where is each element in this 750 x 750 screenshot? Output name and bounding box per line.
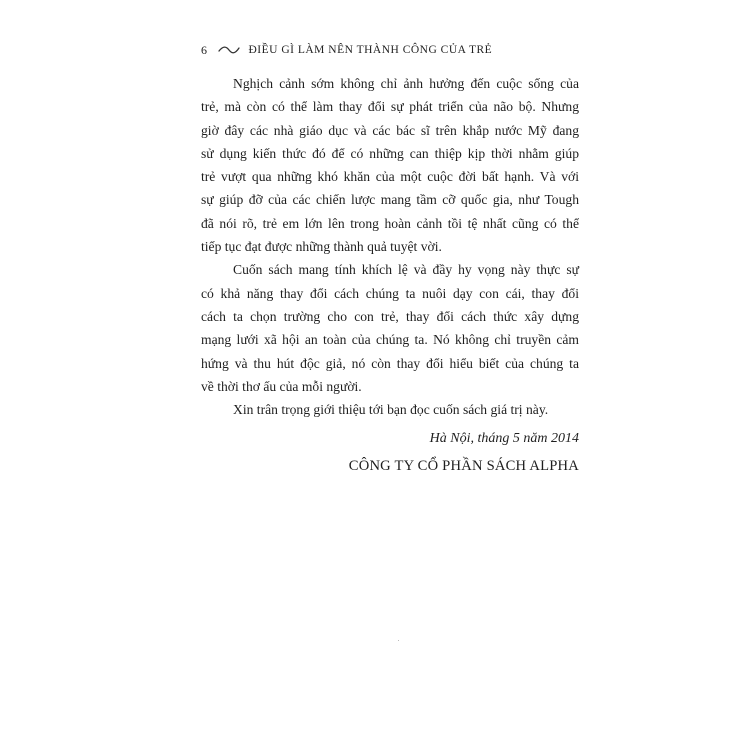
- paragraph-3: [201, 398, 579, 421]
- publisher-name: CÔNG TY CỔ PHẦN SÁCH ALPHA: [348, 457, 579, 474]
- running-title: ĐIỀU GÌ LÀM NÊN THÀNH CÔNG CỦA TRẺ: [248, 44, 493, 56]
- text-line: sự giúp đỡ của các chiến lược mang tầm cỡ quốc gia, như Tough: [201, 192, 579, 208]
- text-line: Xin trân trọng giới thiệu tới bạn đọc cuốn sách giá trị này.: [233, 402, 549, 418]
- body-text: [201, 72, 579, 478]
- text-line: về thời thơ ấu của mỗi người.: [201, 378, 362, 394]
- text-line: cách ta chọn trường cho con trẻ, thay đổi cách thức xây dựng: [201, 308, 579, 324]
- tilde-swash-ornament-icon: [218, 45, 240, 55]
- page-number: 6: [201, 42, 208, 57]
- text-line: tiếp tục đạt được những thành quả tuyệt vời.: [201, 239, 442, 255]
- text-line: hứng và thu hút độc giả, nó còn thay đổi hiểu biết của chúng ta: [201, 355, 579, 371]
- text-line: Nghịch cảnh sớm không chỉ ảnh hưởng đến cuộc sống của: [233, 76, 579, 91]
- text-line: đã nói rõ, trẻ em lớn lên trong hoàn cảnh tồi tệ nhất cũng có thể: [201, 215, 579, 231]
- running-header: [201, 40, 492, 60]
- paragraph-1: [201, 72, 579, 258]
- text-line: sử dụng kiến thức đó để có những can thiệp kịp thời nhằm giúp: [201, 145, 579, 161]
- text-line: Cuốn sách mang tính khích lệ và đầy hy vọng này thực sự: [233, 262, 579, 278]
- text-line: có khả năng thay đổi cách chúng ta nuôi dạy con cái, thay đổi: [201, 285, 579, 301]
- text-line: mạng lưới xã hội an toàn của chúng ta. Nó không chỉ truyền cảm: [201, 332, 579, 348]
- text-line: trẻ, mà còn có thể làm thay đổi sự phát triển của não bộ. Nhưng: [201, 99, 579, 115]
- place-date: Hà Nội, tháng 5 năm 2014: [429, 431, 579, 447]
- signature-block: [201, 427, 579, 478]
- paragraph-2: [201, 258, 579, 398]
- text-line: giờ đây các nhà giáo dục và các bác sĩ trên khắp nước Mỹ đang: [201, 122, 579, 138]
- text-line: trẻ vượt qua những khó khăn của một cuộc đời bất hạnh. Và với: [201, 169, 579, 185]
- paper-speck: [398, 640, 399, 641]
